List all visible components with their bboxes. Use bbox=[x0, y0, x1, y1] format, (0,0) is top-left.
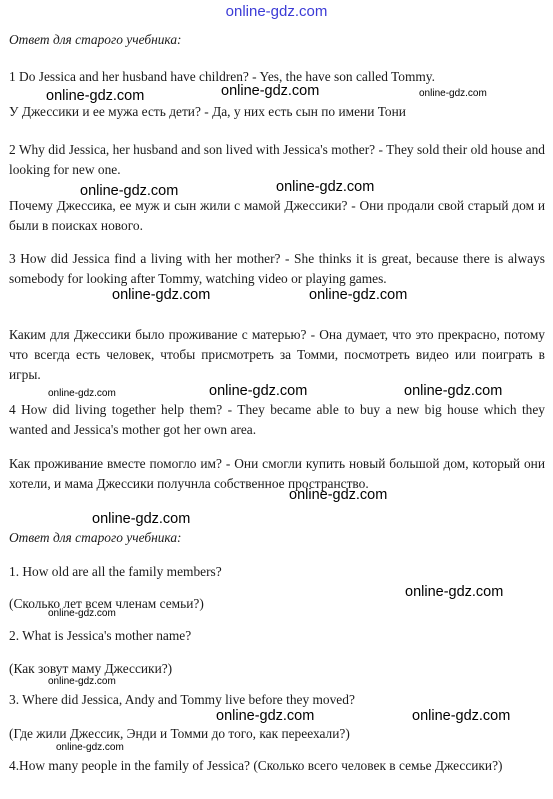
answer-3-russian: Каким для Джессики было проживание с матерью? - Она думает, что это прекрасно, потому что всегда есть человек, чтобы присмотреть за Томми, посмотреть видео или поиграть в игры. bbox=[9, 327, 545, 382]
watermark: online-gdz.com bbox=[48, 608, 116, 619]
question-1-english: 1. How old are all the family members? bbox=[9, 564, 222, 579]
question-1-russian: (Сколько лет всем членам семьи?) bbox=[9, 596, 204, 611]
watermark: online-gdz.com bbox=[221, 83, 320, 99]
watermark: online-gdz.com bbox=[405, 584, 504, 600]
question-3-russian: (Где жили Джессик, Энди и Томми до того, как переехали?) bbox=[9, 726, 350, 741]
watermark: online-gdz.com bbox=[92, 511, 191, 527]
watermark: online-gdz.com bbox=[56, 742, 124, 753]
watermark: online-gdz.com bbox=[112, 287, 211, 303]
watermark: online-gdz.com bbox=[80, 183, 179, 199]
answer-1-english: 1 Do Jessica and her husband have children? - Yes, the have son called Tommy. bbox=[9, 69, 435, 84]
answer-4-english: 4 How did living together help them? - They became able to buy a new big house which they wanted and Jessica's mother got her own area. bbox=[9, 402, 545, 437]
watermark: online-gdz.com bbox=[276, 179, 375, 195]
answer-2-russian: Почему Джессика, ее муж и сын жили с мамой Джессики? - Они продали свой старый дом и были в поисках нового. bbox=[9, 198, 545, 233]
question-4: 4.How many people in the family of Jessica? (Сколько всего человек в семье Джессики?) bbox=[9, 758, 503, 773]
watermark: online-gdz.com bbox=[404, 383, 503, 399]
section2-heading: Ответ для старого учебника: bbox=[9, 530, 182, 545]
answer-4-russian: Как проживание вместе помогло им? - Они смогли купить новый большой дом, который они хотели, и мама Джессики получнла собственное пространство. bbox=[9, 456, 545, 491]
question-2-english: 2. What is Jessica's mother name? bbox=[9, 628, 192, 643]
watermark: online-gdz.com bbox=[289, 487, 388, 503]
watermark: online-gdz.com bbox=[309, 287, 408, 303]
watermark: online-gdz.com bbox=[48, 676, 116, 687]
site-header-link[interactable]: online-gdz.com bbox=[225, 3, 328, 20]
question-3-english: 3. Where did Jessica, Andy and Tommy live before they moved? bbox=[9, 692, 355, 707]
question-2-russian: (Как зовут маму Джессики?) bbox=[9, 661, 173, 676]
watermark: online-gdz.com bbox=[209, 383, 308, 399]
answer-2-english: 2 Why did Jessica, her husband and son lived with Jessica's mother? - They sold their old house and looking for new one. bbox=[9, 142, 545, 177]
watermark: online-gdz.com bbox=[48, 388, 116, 399]
watermark: online-gdz.com bbox=[412, 708, 511, 724]
watermark: online-gdz.com bbox=[216, 708, 315, 724]
watermark: online-gdz.com bbox=[46, 88, 145, 104]
watermark: online-gdz.com bbox=[419, 88, 487, 99]
answer-1-russian: У Джессики и ее мужа есть дети? - Да, у них есть сын по имени Тони bbox=[9, 104, 406, 119]
section1-heading: Ответ для старого учебника: bbox=[9, 32, 182, 47]
answer-3-english: 3 How did Jessica find a living with her mother? - She thinks it is great, because there is always somebody for looking after Tommy, watching video or playing games. bbox=[9, 251, 545, 286]
